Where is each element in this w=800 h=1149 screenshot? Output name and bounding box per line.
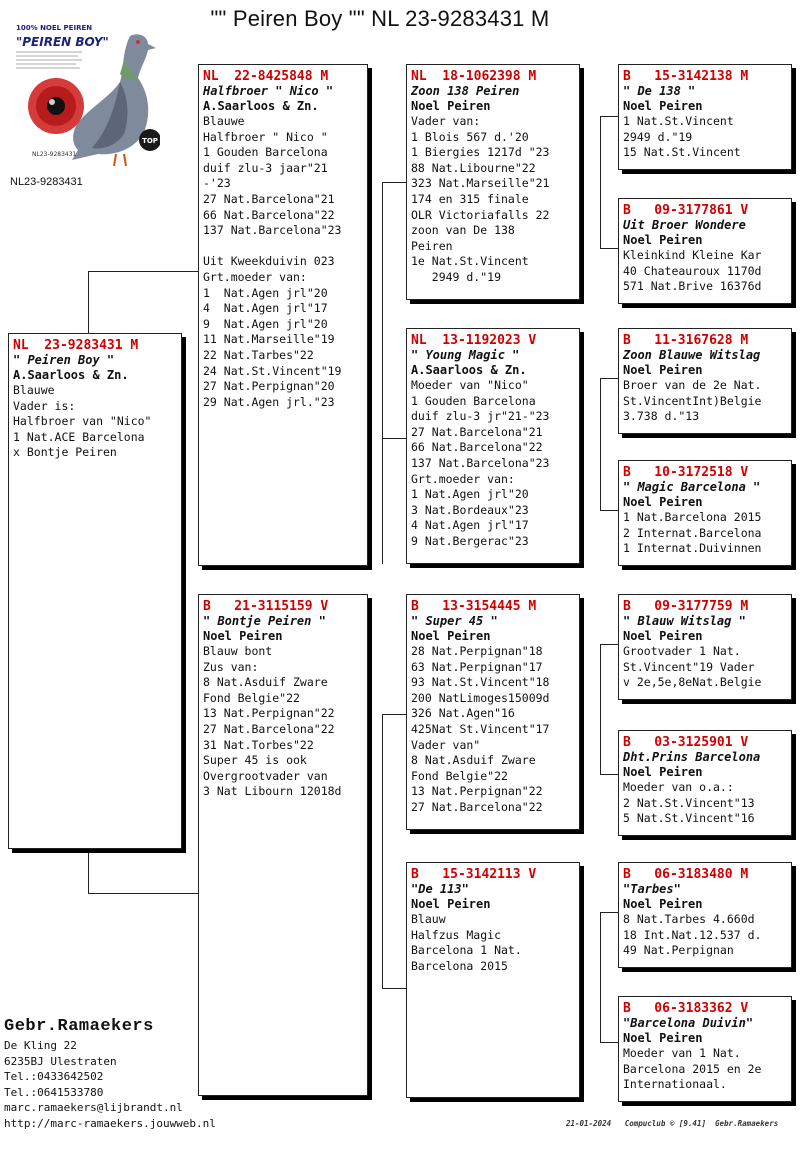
pigeon-name: Dht.Prins Barcelona: [623, 750, 761, 764]
info-line: 4 Nat.Agen jrl"17: [203, 301, 328, 316]
info-line: Moeder van o.a.:: [623, 780, 734, 794]
ring-number: B 11-3167628 M: [623, 333, 749, 348]
ring-number: NL 13-1192023 V: [411, 333, 537, 348]
breeder-info: [4, 1016, 216, 1132]
info-line: 8 Nat.Asduif Zware: [411, 753, 536, 768]
info-line: 88 Nat.Libourne"22: [411, 160, 536, 175]
info-line: 2 Nat.St.Vincent"13: [623, 795, 755, 810]
info-line: 2 Internat.Barcelona: [623, 525, 762, 540]
info-line: Blauwe: [203, 114, 245, 128]
ring-number: NL 18-1062398 M: [411, 69, 537, 84]
info-line: 1 Nat.Agen jrl"20: [203, 285, 328, 300]
connector: [600, 510, 620, 511]
pedigree-card-dss: [618, 594, 792, 700]
info-line: 8 Nat.Tarbes 4.660d: [623, 912, 755, 926]
info-line: Halfbroer " Nico ": [203, 129, 328, 144]
info-line: 13 Nat.Perpignan"22: [411, 784, 543, 799]
info-line: Zus van:: [203, 659, 259, 674]
pigeon-name: "De 113": [411, 882, 469, 896]
info-line: 31 Nat.Torbes"22: [203, 737, 314, 752]
owner: Noel Peiren: [623, 99, 703, 113]
connector: [382, 182, 408, 183]
connector: [88, 271, 89, 333]
breeder-email[interactable]: marc.ramaekers@lijbrandt.nl: [4, 1101, 183, 1115]
info-line: -'23: [203, 176, 231, 191]
info-line: 1 Nat.ACE Barcelona: [13, 429, 145, 444]
info-line: Blauw: [411, 912, 446, 926]
owner: Noel Peiren: [411, 897, 491, 911]
pedigree-card-ds: [406, 594, 580, 830]
pigeon-name: " Magic Barcelona ": [623, 480, 761, 494]
info-line: Barcelona 1 Nat.: [411, 943, 522, 958]
pigeon-name: " Bontje Peiren ": [203, 614, 326, 628]
pigeon-name: Zoon 138 Peiren: [411, 84, 520, 98]
pigeon-image: [12, 20, 160, 170]
pedigree-card-ddd: [618, 996, 792, 1102]
info-line: Grt.moeder van:: [203, 269, 307, 284]
info-line: 15 Nat.St.Vincent: [623, 145, 741, 160]
connector: [600, 378, 620, 379]
svg-text:TOP: TOP: [142, 137, 158, 145]
info-line: Barcelona 2015: [411, 958, 508, 973]
pigeon-name: " De 138 ": [623, 84, 696, 98]
page-title: "" Peiren Boy "" NL 23-9283431 M: [210, 6, 550, 31]
ring-number: B 21-3115159 V: [203, 599, 329, 614]
photo-ring: NL23-9283431: [32, 151, 77, 158]
pedigree-card-ss: [406, 64, 580, 300]
pigeon-name: "Tarbes": [623, 882, 681, 896]
pedigree-card-dsd: [618, 730, 792, 836]
breeder-website[interactable]: http://marc-ramaekers.jouwweb.nl: [4, 1116, 216, 1130]
owner: Noel Peiren: [411, 99, 491, 113]
pedigree-card-sds: [618, 328, 792, 434]
info-line: 137 Nat.Barcelona"23: [411, 455, 550, 470]
info-line: 27 Nat.Barcelona"21: [411, 424, 543, 439]
info-line: 22 Nat.Tarbes"22: [203, 347, 314, 362]
print-stamp: 21-01-2024 Compuclub © [9.41] Gebr.Ramaekers: [566, 1119, 779, 1128]
info-line: 9 Nat.Agen jrl"20: [203, 316, 328, 331]
info-line: OLR Victoriafalls 22: [411, 207, 550, 222]
info-line: 3 Nat.Bordeaux"23: [411, 502, 529, 517]
info-line: Moeder van 1 Nat.: [623, 1046, 741, 1060]
info-line: duif zlu-3 jaar"21: [203, 160, 328, 175]
info-line: Halfzus Magic: [411, 927, 502, 942]
info-line: Moeder van "Nico": [411, 378, 529, 392]
info-line: Internationaal.: [623, 1077, 727, 1092]
connector: [600, 116, 620, 117]
owner: Noel Peiren: [623, 897, 703, 911]
pigeon-photo: [12, 20, 160, 170]
info-line: 66 Nat.Barcelona"22: [203, 207, 335, 222]
info-line: 3 Nat Libourn 12018d: [203, 784, 342, 799]
connector: [600, 378, 601, 510]
photo-name: "PEIREN BOY": [16, 35, 109, 49]
connector: [600, 774, 620, 775]
info-line: 27 Nat.Perpignan"20: [203, 379, 335, 394]
info-line: Uit Kweekduivin 023: [203, 254, 335, 269]
info-line: Kleinkind Kleine Kar: [623, 248, 762, 262]
info-line: St.VincentInt)Belgie: [623, 393, 762, 408]
connector: [382, 988, 408, 989]
connector: [382, 714, 408, 715]
info-line: Vader is:: [13, 398, 76, 413]
ring-number: B 15-3142138 M: [623, 69, 749, 84]
info-line: Barcelona 2015 en 2e: [623, 1061, 762, 1076]
info-line: x Bontje Peiren: [13, 445, 117, 460]
info-line: 1 Biergies 1217d "23: [411, 145, 550, 160]
connector: [600, 248, 620, 249]
info-line: 4 Nat.Agen jrl"17: [411, 518, 529, 533]
connector: [600, 116, 601, 248]
ring-number: B 10-3172518 V: [623, 465, 749, 480]
info-line: Fond Belgie"22: [411, 768, 508, 783]
owner: A.Saarloos & Zn.: [203, 99, 319, 113]
info-line: 11 Nat.Marseille"19: [203, 332, 335, 347]
info-line: 1 Gouden Barcelona: [411, 393, 536, 408]
info-line: Blauwe: [13, 383, 55, 397]
info-line: Grt.moeder van:: [411, 471, 515, 486]
info-line: 323 Nat.Marseille"21: [411, 176, 550, 191]
info-line: 326 Nat.Agen"16: [411, 706, 515, 721]
owner: Noel Peiren: [203, 629, 283, 643]
info-line: Fond Belgie"22: [203, 690, 300, 705]
connector: [382, 182, 383, 564]
pigeon-name: Uit Broer Wondere: [623, 218, 746, 232]
info-line: zoon van De 138: [411, 223, 515, 238]
info-line: Overgrootvader van: [203, 768, 328, 783]
connector: [600, 912, 620, 913]
ring-number: B 06-3183480 M: [623, 867, 749, 882]
pedigree-card-dds: [618, 862, 792, 968]
photo-caption: NL23-9283431: [10, 176, 83, 188]
connector: [382, 438, 408, 439]
connector: [600, 1042, 620, 1043]
connector: [600, 644, 601, 774]
pedigree-card-sdd: [618, 460, 792, 566]
info-line: 5 Nat.St.Vincent"16: [623, 811, 755, 826]
info-line: 8 Nat.Asduif Zware: [203, 675, 328, 690]
connector: [88, 271, 200, 272]
info-line: 13 Nat.Perpignan"22: [203, 706, 335, 721]
pigeon-name: " Blauw Witslag ": [623, 614, 746, 628]
breeder-name: Gebr.Ramaekers: [4, 1017, 154, 1036]
info-line: 3.738 d."13: [623, 409, 700, 424]
info-line: 137 Nat.Barcelona"23: [203, 223, 342, 238]
ring-number: B 06-3183362 V: [623, 1001, 749, 1016]
info-line: 2949 d."19: [411, 269, 502, 284]
owner: Noel Peiren: [623, 363, 703, 377]
breeder-address: De Kling 22: [4, 1039, 77, 1052]
pedigree-card-subject: [8, 333, 182, 849]
info-line: Grootvader 1 Nat.: [623, 644, 741, 658]
ring-number: B 13-3154445 M: [411, 599, 537, 614]
owner: A.Saarloos & Zn.: [411, 363, 527, 377]
info-line: 27 Nat.Barcelona"22: [203, 721, 335, 736]
info-line: 1 Internat.Duivinnen: [623, 541, 762, 556]
owner: Noel Peiren: [623, 495, 703, 509]
info-line: 1 Nat.Agen jrl"20: [411, 487, 529, 502]
pedigree-card-dam: [198, 594, 368, 1096]
info-line: 1 Blois 567 d.'20: [411, 129, 529, 144]
info-line: [203, 239, 363, 255]
owner: A.Saarloos & Zn.: [13, 368, 129, 382]
pedigree-card-sire: [198, 64, 368, 566]
info-line: 1 Nat.St.Vincent: [623, 114, 734, 128]
connector: [382, 714, 383, 988]
connector: [88, 848, 89, 894]
info-line: 66 Nat.Barcelona"22: [411, 440, 543, 455]
pigeon-name: " Super 45 ": [411, 614, 498, 628]
owner: Noel Peiren: [623, 765, 703, 779]
info-line: 1 Nat.Barcelona 2015: [623, 510, 762, 524]
info-line: 27 Nat.Barcelona"21: [203, 191, 335, 206]
info-line: Vader van:: [411, 114, 481, 128]
info-line: Blauw bont: [203, 644, 273, 658]
owner: Noel Peiren: [623, 629, 703, 643]
owner: Noel Peiren: [411, 629, 491, 643]
photo-banner: 100% NOEL PEIREN: [16, 24, 93, 32]
info-line: v 2e,5e,8eNat.Belgie: [623, 675, 762, 690]
info-line: 93 Nat.St.Vincent"18: [411, 675, 550, 690]
info-line: 2949 d."19: [623, 129, 693, 144]
breeder-phone: Tel.:0433642502: [4, 1070, 104, 1084]
info-line: Super 45 is ook: [203, 753, 307, 768]
ring-number: B 03-3125901 V: [623, 735, 749, 750]
info-line: 1e Nat.St.Vincent: [411, 254, 529, 269]
breeder-city: 6235BJ Ulestraten: [4, 1054, 117, 1068]
info-line: Peiren: [411, 238, 453, 253]
info-line: 40 Chateauroux 1170d: [623, 263, 762, 278]
info-line: 63 Nat.Perpignan"17: [411, 659, 543, 674]
ring-number: B 15-3142113 V: [411, 867, 537, 882]
pigeon-name: Halfbroer " Nico ": [203, 84, 334, 98]
pedigree-card-sss: [618, 64, 792, 170]
info-line: Broer van de 2e Nat.: [623, 378, 762, 392]
info-line: Halfbroer van "Nico": [13, 414, 152, 429]
info-line: 24 Nat.St.Vincent"19: [203, 363, 342, 378]
info-line: 49 Nat.Perpignan: [623, 943, 734, 958]
pigeon-name: " Peiren Boy ": [13, 353, 115, 367]
info-line: 27 Nat.Barcelona"22: [411, 799, 543, 814]
owner: Noel Peiren: [623, 1031, 703, 1045]
pigeon-name: "Barcelona Duivin": [623, 1016, 754, 1030]
connector: [600, 912, 601, 1042]
info-line: 174 en 315 finale: [411, 191, 529, 206]
pigeon-name: " Young Magic ": [411, 348, 520, 362]
connector: [600, 644, 620, 645]
ring-number: B 09-3177759 M: [623, 599, 749, 614]
ring-number: B 09-3177861 V: [623, 203, 749, 218]
info-line: St.Vincent"19 Vader: [623, 659, 755, 674]
pigeon-name: Zoon Blauwe Witslag: [623, 348, 761, 362]
info-line: 18 Int.Nat.12.537 d.: [623, 927, 762, 942]
pedigree-card-sd: [406, 328, 580, 564]
owner: Noel Peiren: [623, 233, 703, 247]
info-line: 425Nat St.Vincent"17: [411, 721, 550, 736]
ring-number: NL 23-9283431 M: [13, 338, 139, 353]
ring-number: NL 22-8425848 M: [203, 69, 329, 84]
info-line: 571 Nat.Brive 16376d: [623, 279, 762, 294]
info-line: 1 Gouden Barcelona: [203, 145, 328, 160]
info-line: 9 Nat.Bergerac"23: [411, 533, 529, 548]
info-line: 29 Nat.Agen jrl."23: [203, 394, 335, 409]
breeder-mobile: Tel.:0641533780: [4, 1085, 104, 1099]
pedigree-card-ssd: [618, 198, 792, 304]
connector: [88, 893, 200, 894]
info-line: 28 Nat.Perpignan"18: [411, 644, 543, 658]
info-line: duif zlu-3 jr"21-"23: [411, 409, 550, 424]
info-line: Vader van": [411, 737, 481, 752]
pedigree-card-dd: [406, 862, 580, 1098]
info-line: 200 NatLimoges15009d: [411, 690, 550, 705]
